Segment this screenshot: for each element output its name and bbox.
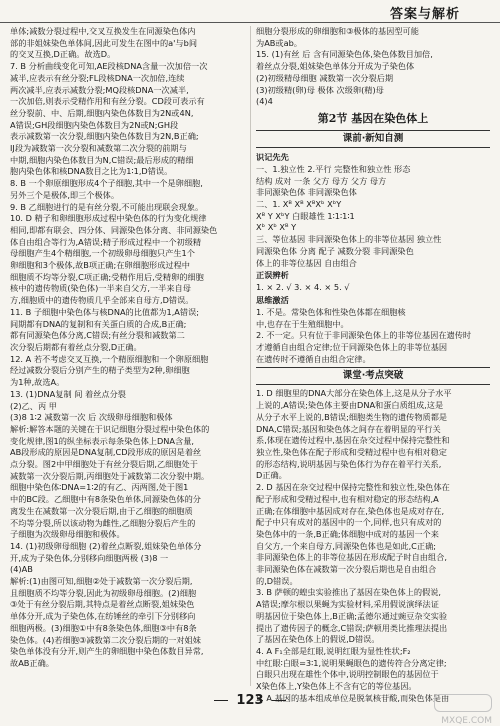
text-line: 减数第一次分裂后期,丙细胞处于减数第二次分裂中期。 bbox=[10, 470, 210, 481]
text-line: 15. (1)有丝 后 含有同源染色体,染色体数目加倍, bbox=[256, 49, 433, 60]
text-line: 离发生在减数第一次分裂后期,由于乙细胞的细胞质 bbox=[10, 505, 193, 516]
text-line: 一、1.独立性 2.平行 完整性和独立性 形态 bbox=[256, 163, 411, 174]
text-line: A错误;GH段细胞内染色体数目为2N或N;GH段 bbox=[10, 119, 179, 130]
text-line: 自父方,一个来自母方,同源染色体也是如此,C正确; bbox=[256, 540, 437, 551]
text-line: 7. B 分析曲线变化可知,AE段核DNA含量一次加倍一次 bbox=[10, 61, 208, 72]
text-line: 11. B 子细胞中染色体与核DNA的比值都为1,A错误; bbox=[10, 306, 200, 317]
text-line: 解析:(1)由图可知,细胞②处于减数第一次分裂后期, bbox=[10, 576, 193, 587]
text-line: 提出了遗传因子的概念,C错误;萨顿用类比推理法提出 bbox=[256, 622, 448, 633]
text-line: 三、等位基因 非同源染色体上的非等位基因 独立性 bbox=[256, 234, 442, 245]
left-column bbox=[10, 26, 246, 686]
text-line: 正确;在体细胞中基因成对存在,染色体也是成对存在, bbox=[256, 505, 445, 516]
text-line: 明基因位于染色体上,B正确;孟德尔通过豌豆杂交实验 bbox=[256, 610, 448, 621]
text-line: 部的非姐妹染色单体间,因此可发生在图中的a'与b间 bbox=[10, 37, 198, 48]
text-line: 减半,应表示有丝分裂;FL段核DNA一次加倍,连续 bbox=[10, 72, 185, 83]
text-line: 中期,细胞内染色体数目为N,C错误;最后形成的精细 bbox=[10, 154, 194, 165]
text-line: 染色单体没有分开,则产生的卵细胞中染色体数目异常, bbox=[10, 646, 204, 657]
text-line: 且细胞质不均等分裂,因此为初级卵母细胞。(2)细胞 bbox=[10, 587, 197, 598]
text-line: 间期都有DNA的复制和有关蛋白质的合成,B正确; bbox=[10, 318, 187, 329]
text-line: 为AB或ab。 bbox=[256, 37, 302, 48]
text-line: 13. (1)DNA复制 间 着丝点分裂 bbox=[10, 388, 126, 399]
text-line: 体自由组合等行为,A错误;精子形成过程中一个初级精 bbox=[10, 236, 202, 247]
page-number-text: 123 bbox=[236, 693, 264, 708]
right-mid-block bbox=[256, 151, 490, 366]
text-line: 另外三个是极体,即三个极体。 bbox=[10, 189, 120, 200]
text-line: 非同源染色体在减数第一次分裂后期也是自由组合 bbox=[256, 564, 437, 575]
text-line: 表示减数第一次分裂,细胞内染色体数目为2N,B正确; bbox=[10, 131, 199, 142]
text-line: 中的BC段。乙细胞中有8条染色单体,同源染色体的分 bbox=[10, 494, 201, 505]
text-line: 相同,即都有联会、四分体、同源染色体分离、非同源染色 bbox=[10, 224, 218, 235]
text-line: 不均等分裂,所以该动物为雌性,乙细胞分裂后产生的 bbox=[10, 517, 196, 528]
section-subtitle-inclass: 课堂·考点突破 bbox=[256, 367, 490, 385]
text-line: 次分裂后期都有着丝点分裂,D正确。 bbox=[10, 341, 142, 352]
text-line: 非同源染色体 非同源染色体 bbox=[256, 187, 357, 198]
page-number-dash-right bbox=[272, 700, 286, 701]
text-line: IJ段为减数第一次分裂和减数第二次分裂的前期与 bbox=[10, 143, 187, 154]
text-line: 1. 不是。常染色体和性染色体都在细胞核 bbox=[256, 306, 406, 317]
watermark-logo-icon bbox=[434, 694, 492, 712]
text-line: 在遗传时不遵循自由组合定律。 bbox=[256, 353, 371, 364]
text-line: 故AB正确。 bbox=[10, 657, 54, 668]
text-line: 解析:解答本题的关键在于识记细胞分裂过程中染色体的 bbox=[10, 423, 210, 434]
text-line: 细胞分裂形成的卵细胞和③极体的基因型可能 bbox=[256, 26, 419, 36]
section-subtitle-preclass: 课前·新知自测 bbox=[256, 130, 490, 148]
text-line: 9. B 乙细胞进行的是有丝分裂,不可能出现联会现象。 bbox=[10, 201, 204, 212]
text-line: 为1种,故选A。 bbox=[10, 377, 65, 388]
text-line: 细胞中染色体∶DNA=1∶2的有乙、丙两图,处于图1 bbox=[10, 482, 189, 493]
section-title: 第2节 基因在染色体上 bbox=[317, 111, 429, 125]
text-line: 上说的,A错误;染色体主要由DNA和蛋白质组成,这是 bbox=[256, 400, 444, 411]
text-line: 的,D错误。 bbox=[256, 575, 298, 586]
text-line: 开,成为子染色体,分别移向细胞两极 (3)8 一 bbox=[10, 552, 169, 563]
text-line: Xᵇ Xᵇ Xᴮ Y bbox=[256, 222, 297, 233]
text-line: 两次减半,应表示减数分裂;MQ段核DNA一次减半, bbox=[10, 84, 189, 95]
text-line: 14. (1)初级卵母细胞 (2)着丝点断裂,姐妹染色单体分 bbox=[10, 540, 202, 551]
text-line: 2. 不一定。只有位于非同源染色体上的非等位基因在遗传时 bbox=[256, 330, 472, 341]
text-line: 染色体。(4)若细胞③减数第二次分裂后期的一对姐妹 bbox=[10, 634, 201, 645]
text-line: 染色体中的一条,B正确;体细胞中成对的基因一个来 bbox=[256, 528, 439, 539]
text-line: 2. D 基因在杂交过程中保持完整性和独立性,染色体在 bbox=[256, 482, 450, 493]
text-line: D正确。 bbox=[256, 470, 287, 481]
right-top-block bbox=[256, 26, 490, 108]
text-line: 卵细胞和3个极体,故B项正确;在卵细胞形成过程中 bbox=[10, 260, 190, 271]
page-number-dash-left bbox=[214, 700, 228, 701]
text-line: 着丝点分裂,姐妹染色单体分开成为子染色体 bbox=[256, 61, 415, 72]
column-divider bbox=[250, 26, 251, 686]
text-line: 5. A 基因的基本组成单位是脱氧核苷酸,而染色体是由 bbox=[256, 692, 450, 703]
text-line: (3)初级精(卵)母 极体 次级卵(精)母 bbox=[256, 84, 384, 95]
text-line: 二、1. Xᴮ Xᴮ XᴮXᵇ XᵇY bbox=[256, 199, 342, 210]
text-line: 中,也存在于生殖细胞中。 bbox=[256, 318, 349, 329]
text-line: 变化规律,图1的纵坐标表示每条染色体上DNA含量, bbox=[10, 435, 195, 446]
text-line: 细胞质不均等分裂,C项正确;受精作用后,受精卵的细胞 bbox=[10, 271, 204, 282]
text-line: AB段形成的原因是DNA复制,CD段形成的原因是着丝 bbox=[10, 447, 202, 458]
section-label: 正误辨析 bbox=[256, 270, 289, 281]
text-line: 经过减数分裂后分别产生的精子类型为2种,卵细胞 bbox=[10, 365, 190, 376]
text-line: 1. × 2. √ 3. × 4. × 5. √ bbox=[256, 282, 350, 293]
text-line: ③处于有丝分裂后期,其特点是着丝点断裂,姐妹染色 bbox=[10, 599, 195, 610]
text-line: (2)乙、丙 甲 bbox=[10, 400, 57, 411]
text-line: 胞内染色体和核DNA数目之比为1∶1,D错误。 bbox=[10, 166, 173, 177]
text-line: 3. B 萨顿的蝗虫实验推出了基因在染色体上的假说, bbox=[256, 587, 441, 598]
text-line: DNA,C错误;基因和染色体之间存在着明显的平行关 bbox=[256, 423, 441, 434]
text-line: 10. D 精子和卵细胞形成过程中染色体的行为变化规律 bbox=[10, 213, 207, 224]
text-line: 子细胞为次级卵母细胞和极体。 bbox=[10, 529, 125, 540]
text-line: 8. B 一个卵原细胞形成4个子细胞,其中一个是卵细胞, bbox=[10, 178, 203, 189]
text-line: 母细胞产生4个精细胞,一个初级卵母细胞只产生1个 bbox=[10, 248, 195, 259]
section-label: 思维激活 bbox=[256, 294, 289, 305]
text-line: (4)AB bbox=[10, 564, 33, 575]
text-line: 中红眼∶白眼=3∶1,说明果蝇眼色的遗传符合分离定律; bbox=[256, 657, 447, 668]
text-line: 了基因在染色体上的假说,D错误。 bbox=[256, 634, 380, 645]
text-line: 系,体现在遗传过程中,基因在杂交过程中保持完整性和 bbox=[256, 435, 450, 446]
text-line: 独立性,染色体在配子形成和受精过程中也有相对稳定 bbox=[256, 446, 447, 457]
text-line: 的形态结构,说明基因与染色体行为存在着平行关系, bbox=[256, 458, 442, 469]
text-line: 从分子水平上说的,B错误;细胞类生物的遗传物质都是 bbox=[256, 411, 448, 422]
watermark bbox=[412, 694, 492, 726]
text-line: X染色体上,Y染色体上不含有它的等位基因。 bbox=[256, 681, 417, 692]
text-line: 方,细胞质中的遗传物质几乎全部来自母方,D错误。 bbox=[10, 295, 194, 306]
text-line: 结构 成对 一条 父方 母方 父方 母方 bbox=[256, 175, 387, 186]
text-line: 丝分裂前、中、后期,细胞内染色体数目为2N或4N, bbox=[10, 107, 194, 118]
text-line: 核中的遗传物质(染色体)一半来自父方,一半来自母 bbox=[10, 283, 191, 294]
text-line: 白眼只出现在雄性个体中,说明控制眼色的基因位于 bbox=[256, 669, 439, 680]
text-line: 12. A 若不考虑交叉互换,一个精原细胞和一个卵原细胞 bbox=[10, 353, 209, 364]
watermark-text: MXQE.COM bbox=[441, 716, 492, 726]
text-line: Xᴮ Y XᵇY 白眼雄性 1∶1∶1∶1 bbox=[256, 210, 355, 221]
text-line: 体上的非等位基因 自由组合 bbox=[256, 257, 357, 268]
text-line: (4)4 bbox=[256, 96, 273, 107]
text-line: 细胞两极。(3)细胞①中有8条染色体,细胞③中有8条 bbox=[10, 622, 197, 633]
text-line: 非同源染色体上的非等位基因在形成配子时自由组合, bbox=[256, 552, 447, 563]
text-line: 的交叉互换,D正确。故选D。 bbox=[10, 49, 116, 60]
text-line: 单体分开,成为子染色体,在纺锤丝的牵引下分别移向 bbox=[10, 611, 196, 622]
text-line: 点分裂。图2中甲细胞处于有丝分裂后期,乙细胞处于 bbox=[10, 459, 198, 470]
text-line: 单体;减数分裂过程中,交叉互换发生在同源染色体内 bbox=[10, 26, 196, 36]
text-line: 配子中只有成对的基因中的一个,同样,也只有成对的 bbox=[256, 517, 442, 528]
text-line: 配子形成和受精过程中,也有相对稳定的形态结构,A bbox=[256, 493, 439, 504]
header-title: 答案与解析 bbox=[389, 7, 460, 22]
text-line: 1. D 细胞里的DNA大部分在染色体上,这是从分子水平 bbox=[256, 388, 452, 399]
section-label: 识记先先 bbox=[256, 151, 289, 162]
text-line: (2)初级精母细胞 减数第一次分裂后期 bbox=[256, 72, 394, 83]
text-line: A错误;摩尔根以果蝇为实验材料,采用假说演绎法证 bbox=[256, 599, 439, 610]
text-line: (3)8 1∶2 减数第一次 后 次级卵母细胞和极体 bbox=[10, 412, 173, 423]
text-line: 都有同源染色体分离,C错误;有丝分裂和减数第二 bbox=[10, 330, 185, 341]
text-line: 同源染色体 分离 配子 减数分裂 非同源染色 bbox=[256, 245, 414, 256]
right-bottom-block bbox=[256, 388, 490, 704]
page-header bbox=[0, 0, 500, 23]
text-line: 一次加倍,则表示受精作用和有丝分裂。CD段可表示有 bbox=[10, 96, 205, 107]
right-column bbox=[256, 26, 490, 703]
text-line: 4. A F₁全部是红眼,说明红眼为显性性状;F₂ bbox=[256, 645, 411, 656]
text-line: 才遵循自由组合定律;位于同源染色体上的非等位基因 bbox=[256, 342, 448, 353]
